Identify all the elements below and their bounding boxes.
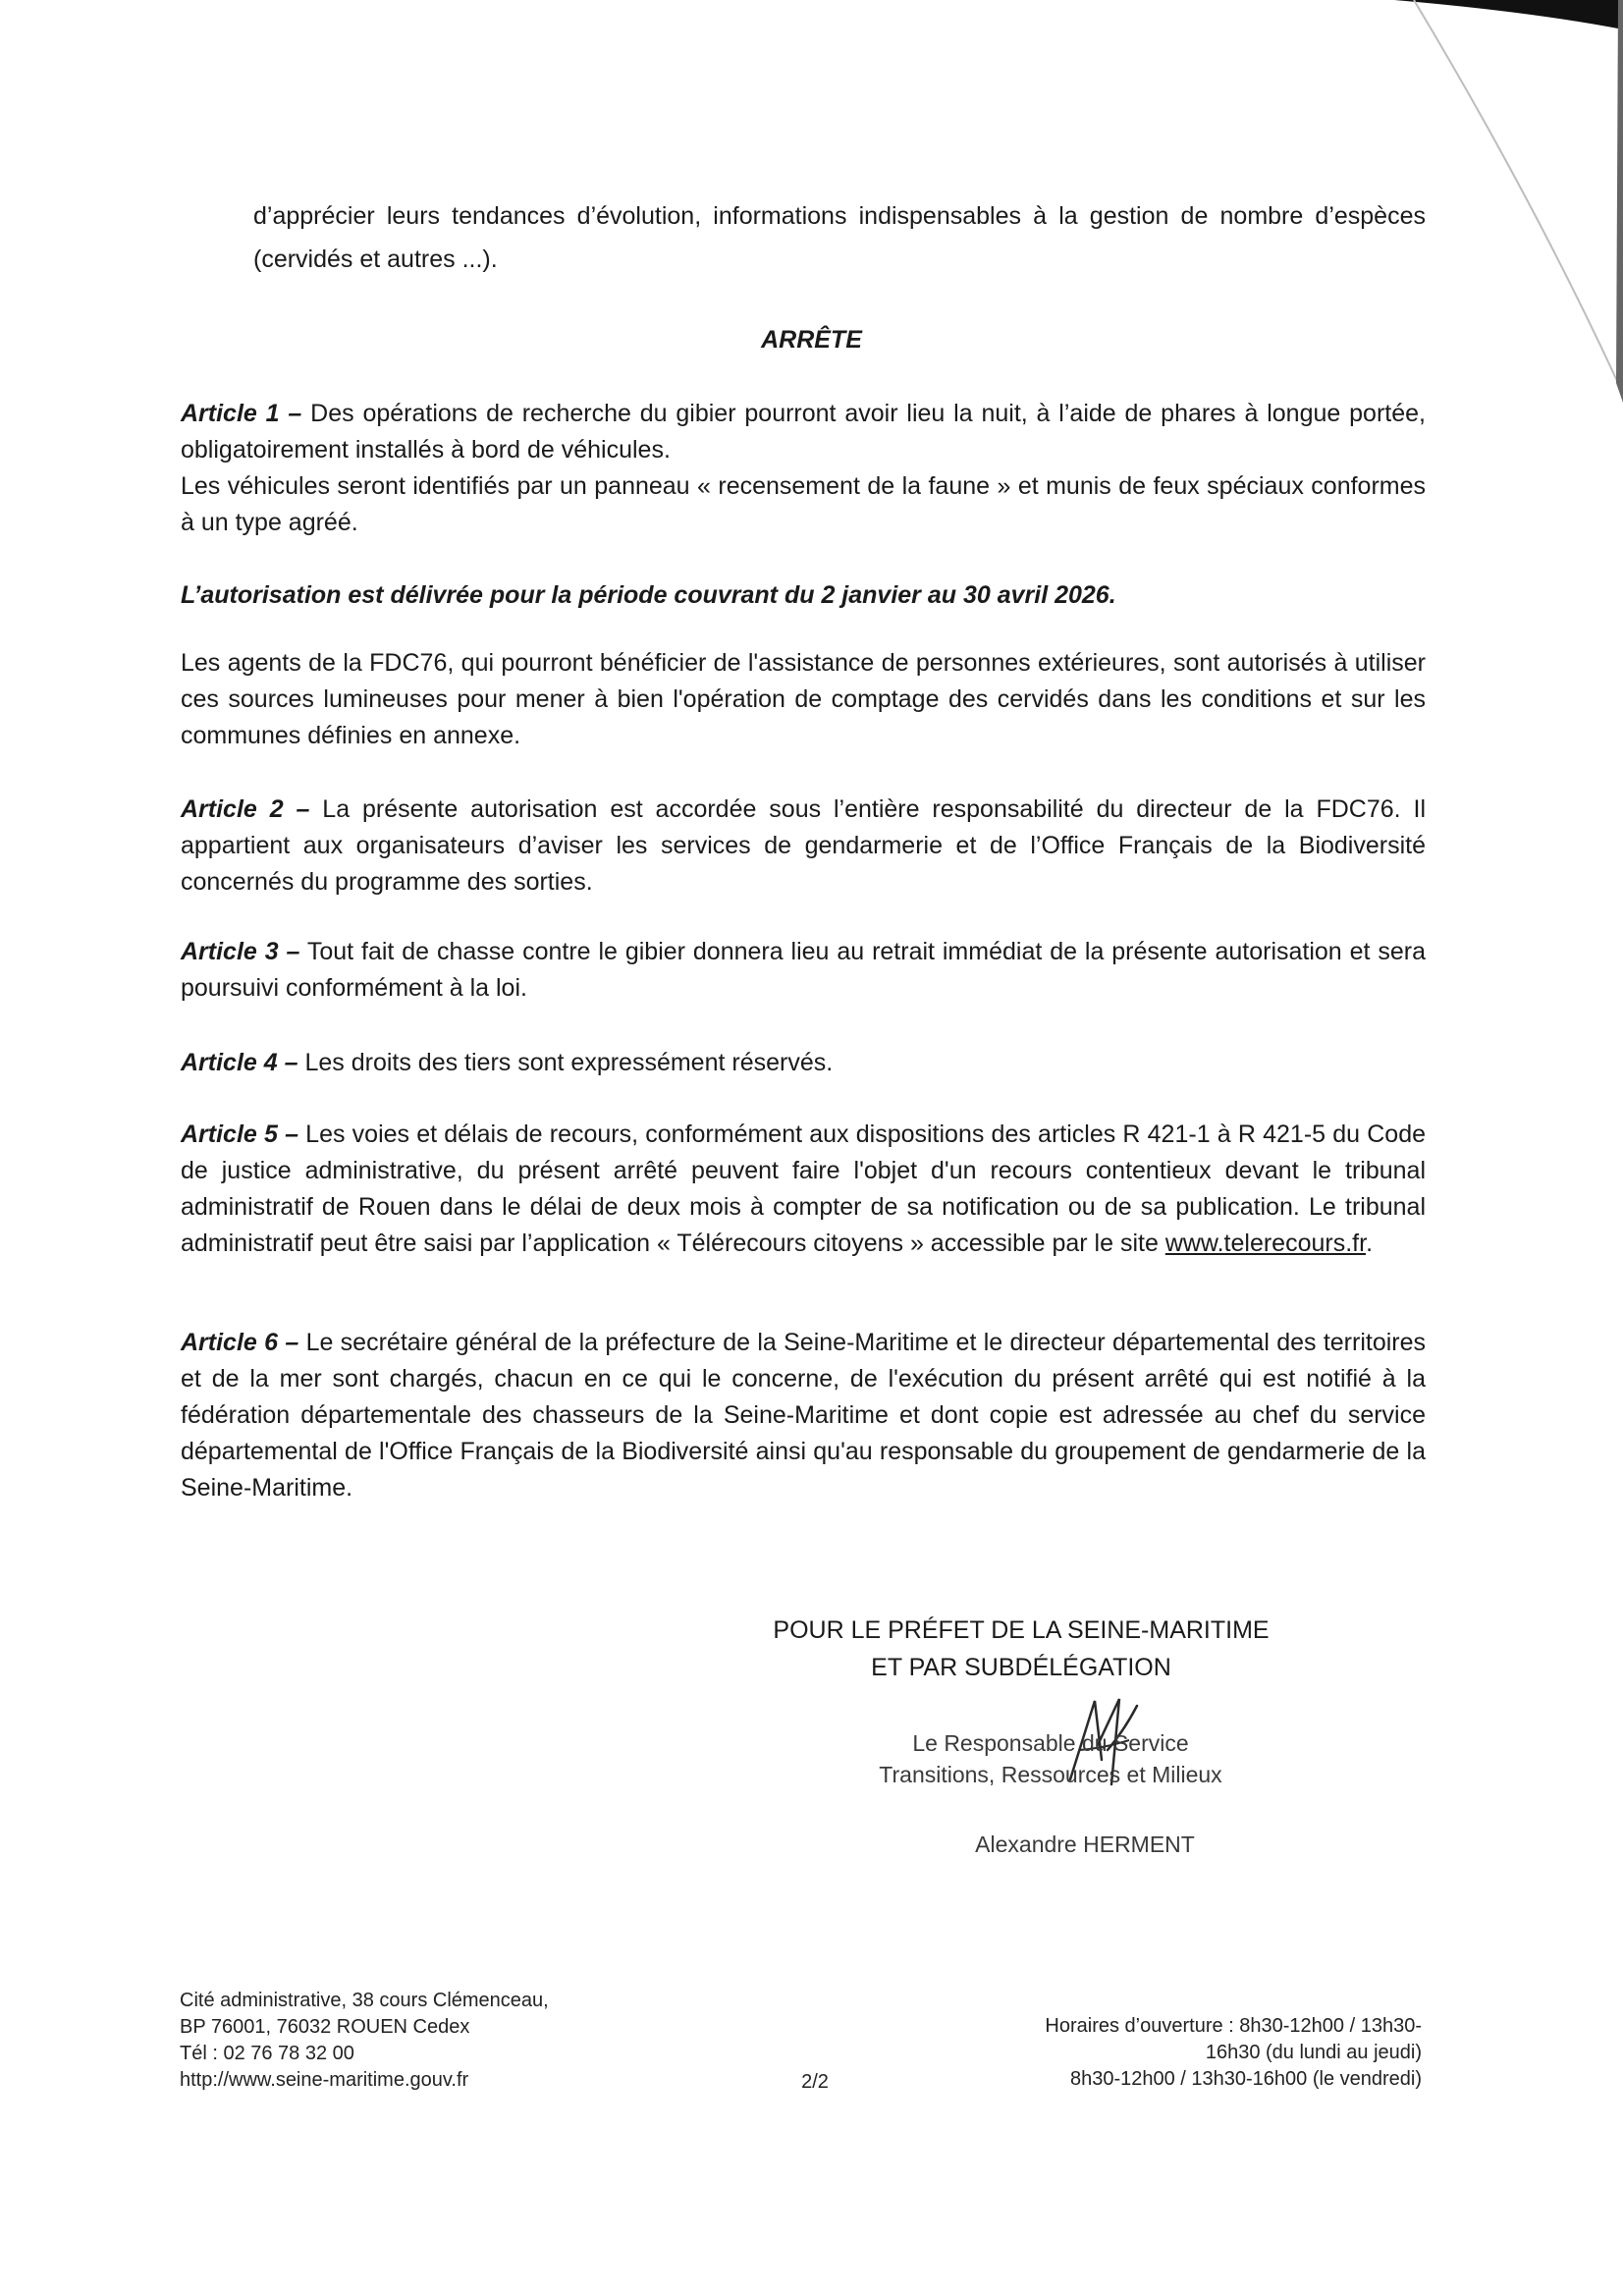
footer-website[interactable]: http://www.seine-maritime.gouv.fr: [180, 2069, 469, 2091]
article-4: [181, 1045, 1426, 1081]
footer-hours-line-2: 16h30 (du lundi au jeudi): [1205, 2042, 1422, 2063]
article-2-text: La présente autorisation est accordée sous l’entière responsabilité du directeur de la FDC76. Il appartient aux organisateurs d’aviser les services de gendarmerie et de l’Office Français de la Biodiversité concernés du programme des sorties.: [181, 795, 1426, 896]
article-1: [181, 396, 1426, 468]
signer-name: Alexandre HERMENT: [975, 1831, 1195, 1857]
telerecours-link[interactable]: www.telerecours.fr: [1164, 1230, 1367, 1257]
decree-heading: ARRÊTE: [761, 326, 862, 354]
article-3-text: Tout fait de chasse contre le gibier donnera lieu au retrait immédiat de la présente autorisation et sera poursuivi conformément à la loi.: [181, 938, 1426, 1002]
intro-paragraph: d’apprécier leurs tendances d’évolution, informations indispensables à la gestion de nombre d’espèces (cervidés et autres ...).: [253, 202, 1426, 273]
article-3: [181, 934, 1426, 1007]
article-2-label: Article 2 –: [181, 795, 310, 823]
footer-address-line-1: Cité administrative, 38 cours Clémenceau,: [180, 1990, 549, 2011]
article-6-label: Article 6 –: [181, 1329, 299, 1356]
article-1-period: L’autorisation est délivrée pour la période couvrant du 2 janvier au 30 avril 2026.: [181, 581, 1116, 609]
footer-phone: Tél : 02 76 78 32 00: [180, 2043, 354, 2064]
article-1-text: Des opérations de recherche du gibier pourront avoir lieu la nuit, à l’aide de phares à longue portée, obligatoirement installés à bord de véhicules.: [181, 400, 1426, 464]
prefect-line-2: ET PAR SUBDÉLÉGATION: [871, 1654, 1171, 1681]
footer-hours-line-3: 8h30-12h00 / 13h30-16h00 (le vendredi): [1069, 2068, 1422, 2090]
page-number: 2/2: [801, 2071, 829, 2093]
article-6: [181, 1325, 1426, 1506]
article-5: [181, 1117, 1426, 1262]
prefect-line-1: POUR LE PRÉFET DE LA SEINE-MARITIME: [773, 1616, 1270, 1644]
footer-hours: [950, 2013, 1422, 2093]
article-5-text: Les voies et délais de recours, conformément aux dispositions des articles R 421-1 à R 421-5 du Code de justice administrative, du présent arrêté peuvent faire l'objet d'un recours contentieux devant le tribunal administratif de Rouen dans le délai de deux mois à compter de sa notification ou de sa publication. Le tribunal administratif peut être saisi par l’application « Télérecours citoyens » accessible par le site: [181, 1121, 1426, 1257]
article-4-text: Les droits des tiers sont expressément réservés.: [298, 1049, 834, 1076]
article-1-agents: Les agents de la FDC76, qui pourront bénéficier de l'assistance de personnes extérieures, sont autorisés à utiliser ces sources lumineuses pour mener à bien l'opération de comptage des cervidés dans les conditions et sur les communes définies en annexe.: [181, 649, 1426, 749]
article-1-label: Article 1 –: [181, 400, 302, 427]
footer-address-line-2: BP 76001, 76032 ROUEN Cedex: [180, 2016, 470, 2038]
article-5-label: Article 5 –: [181, 1121, 298, 1148]
article-3-label: Article 3 –: [181, 938, 300, 965]
article-6-text: Le secrétaire général de la préfecture de la Seine-Maritime et le directeur départemental des territoires et de la mer sont chargés, chacun en ce qui le concerne, de l'exécution du présent arrêté qui est notifié à la fédération départementale des chasseurs de la Seine-Maritime et dont copie est adressée au chef du service départemental de l'Office Français de la Biodiversité ainsi qu'au responsable du groupement de gendarmerie de la Seine-Maritime.: [181, 1329, 1426, 1502]
article-1-vehicles: Les véhicules seront identifiés par un panneau « recensement de la faune » et munis de feux spéciaux conformes à un type agréé.: [181, 472, 1426, 536]
article-2: [181, 792, 1426, 901]
article-4-label: Article 4 –: [181, 1049, 298, 1076]
article-5-end: .: [1366, 1230, 1374, 1257]
footer-hours-line-1: Horaires d’ouverture : 8h30-12h00 / 13h30-: [1045, 2015, 1422, 2037]
service-role-line-1: Le Responsable du Service: [912, 1730, 1189, 1756]
footer-address: [180, 1988, 549, 2094]
service-role-line-2: Transitions, Ressources et Milieux: [879, 1762, 1222, 1787]
